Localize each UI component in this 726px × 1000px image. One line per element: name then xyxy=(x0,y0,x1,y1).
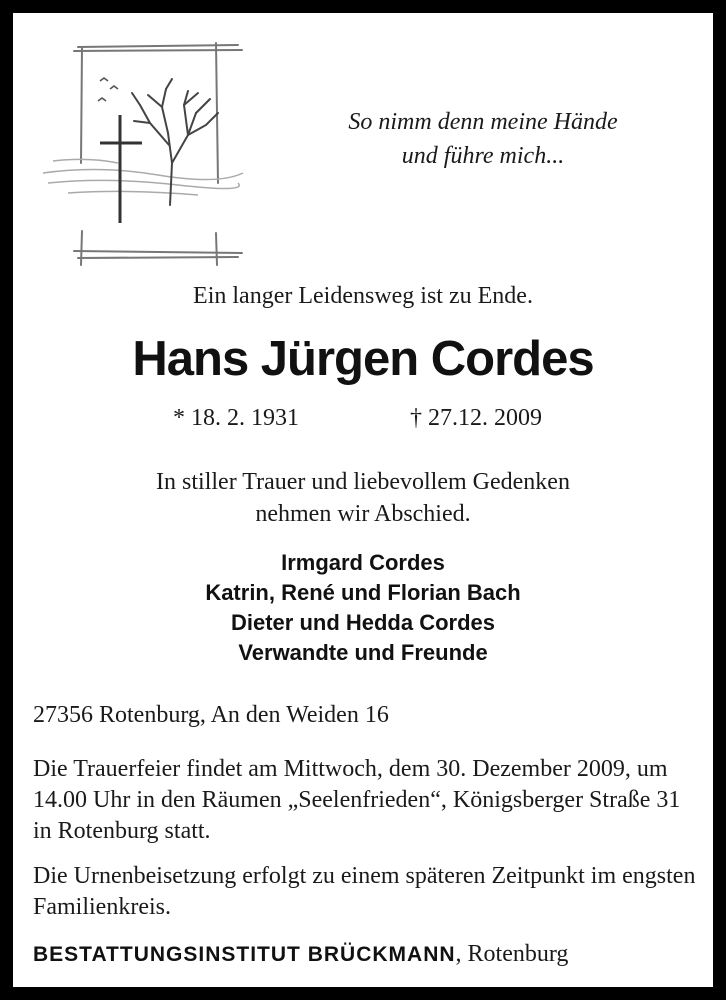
address: 27356 Rotenburg, An den Weiden 16 xyxy=(33,702,389,728)
mourning-text xyxy=(13,466,713,530)
mourning-line-2: nehmen wir Abschied. xyxy=(255,501,471,527)
funeral-home-footer xyxy=(33,941,568,968)
motto-quote xyxy=(313,105,653,173)
motto-line-1: So nimm denn meine Hände xyxy=(348,109,618,135)
family-list xyxy=(13,548,713,668)
family-member: Irmgard Cordes xyxy=(281,550,445,575)
motto-line-2: und führe mich... xyxy=(401,143,565,169)
window-tree-cross-icon xyxy=(38,33,248,283)
obituary-card xyxy=(13,13,713,987)
family-member: Katrin, René und Florian Bach xyxy=(205,580,521,605)
family-member: Dieter und Hedda Cordes xyxy=(230,610,496,635)
death-date: † 27.12. 2009 xyxy=(410,405,542,431)
mourning-line-1: In stiller Trauer und liebevollem Gedenken xyxy=(156,469,570,495)
birth-date: * 18. 2. 1931 xyxy=(173,405,299,431)
family-member: Verwandte und Freunde xyxy=(238,640,488,665)
urn-burial-info: Die Urnenbeisetzung erfolgt zu einem späteren Zeitpunkt im engsten Familienkreis. xyxy=(33,863,696,920)
intro-text: Ein langer Leidensweg ist zu Ende. xyxy=(193,283,533,309)
funeral-home-city: , Rotenburg xyxy=(455,941,569,967)
funeral-home-name: BESTATTUNGSINSTITUT BRÜCKMANN xyxy=(33,943,456,966)
deceased-name: Hans Jürgen Cordes xyxy=(132,332,594,386)
ceremony-info: Die Trauerfeier findet am Mittwoch, dem 30. Dezember 2009, um 14.00 Uhr in den Räumen „Seelenfrieden“, Königsberger Straße 31 in Rotenburg statt. xyxy=(33,756,681,844)
